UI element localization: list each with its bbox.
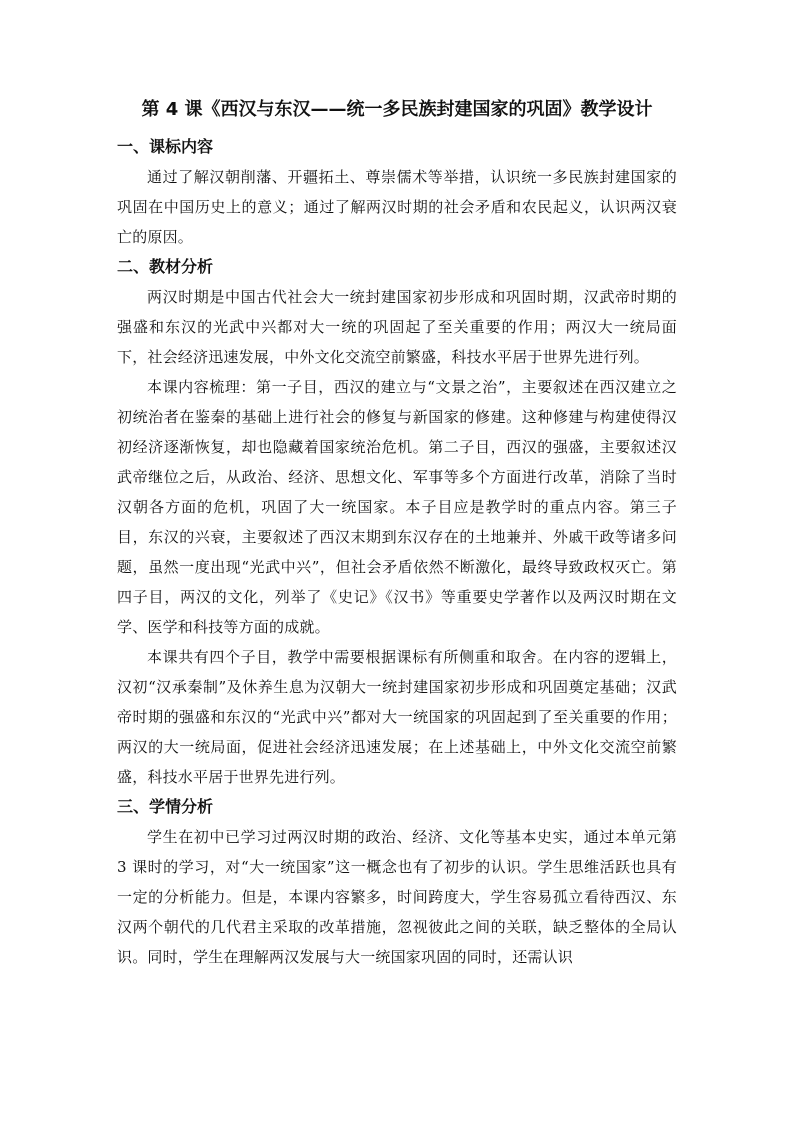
paragraph: 两汉时期是中国古代社会大一统封建国家初步形成和巩固时期，汉武帝时期的强盛和东汉的光武中兴都对大一统的巩固起了至关重要的作用；两汉大一统局面下，社会经济迅速发展，中外文化交流空前繁盛，科技水平居于世界先进行列。 [117, 288, 677, 366]
section-student-analysis [117, 792, 677, 972]
document-title: 第 4 课《西汉与东汉——统一多民族封建国家的巩固》教学设计 [141, 99, 653, 120]
document-page [117, 96, 677, 972]
section-heading: 二、教材分析 [117, 257, 214, 276]
section-heading: 三、学情分析 [117, 797, 214, 816]
paragraph: 本课共有四个子目，教学中需要根据课标有所侧重和取舍。在内容的逻辑上，汉初“汉承秦制”及休养生息为汉朝大一统封建国家初步形成和巩固奠定基础；汉武帝时期的强盛和东汉的“光武中兴”都对大一统国家的巩固起到了至关重要的作用；两汉的大一统局面，促进社会经济迅速发展；在上述基础上，中外文化交流空前繁盛，科技水平居于世界先进行列。 [117, 648, 677, 786]
section-textbook-analysis [117, 252, 677, 792]
paragraph: 本课内容梳理：第一子目，西汉的建立与“文景之治”，主要叙述在西汉建立之初统治者在鉴秦的基础上进行社会的修复与新国家的修建。这种修建与构建使得汉初经济逐渐恢复，却也隐藏着国家统治危机。第二子目，西汉的强盛，主要叙述汉武帝继位之后，从政治、经济、思想文化、军事等多个方面进行改革，消除了当时汉朝各方面的危机，巩固了大一统国家。本子目应是教学时的重点内容。第三子目，东汉的兴衰，主要叙述了西汉末期到东汉存在的土地兼并、外戚干政等诸多问题，虽然一度出现“光武中兴”，但社会矛盾依然不断激化，最终导致政权灭亡。第四子目，两汉的文化，列举了《史记》《汉书》等重要史学著作以及两汉时期在文学、医学和科技等方面的成就。 [117, 378, 677, 636]
paragraph: 通过了解汉朝削藩、开疆拓土、尊崇儒术等举措，认识统一多民族封建国家的巩固在中国历史上的意义；通过了解两汉时期的社会矛盾和农民起义，认识两汉衰亡的原因。 [117, 168, 677, 246]
section-curriculum-standard [117, 132, 677, 252]
section-heading: 一、课标内容 [117, 137, 214, 156]
paragraph: 学生在初中已学习过两汉时期的政治、经济、文化等基本史实，通过本单元第 3 课时的学习，对“大一统国家”这一概念也有了初步的认识。学生思维活跃也具有一定的分析能力。但是，本课内容繁多，时间跨度大，学生容易孤立看待西汉、东汉两个朝代的几代君主采取的改革措施，忽视彼此之间的关联，缺乏整体的全局认识。同时，学生在理解两汉发展与大一统国家巩固的同时，还需认识 [117, 828, 677, 966]
